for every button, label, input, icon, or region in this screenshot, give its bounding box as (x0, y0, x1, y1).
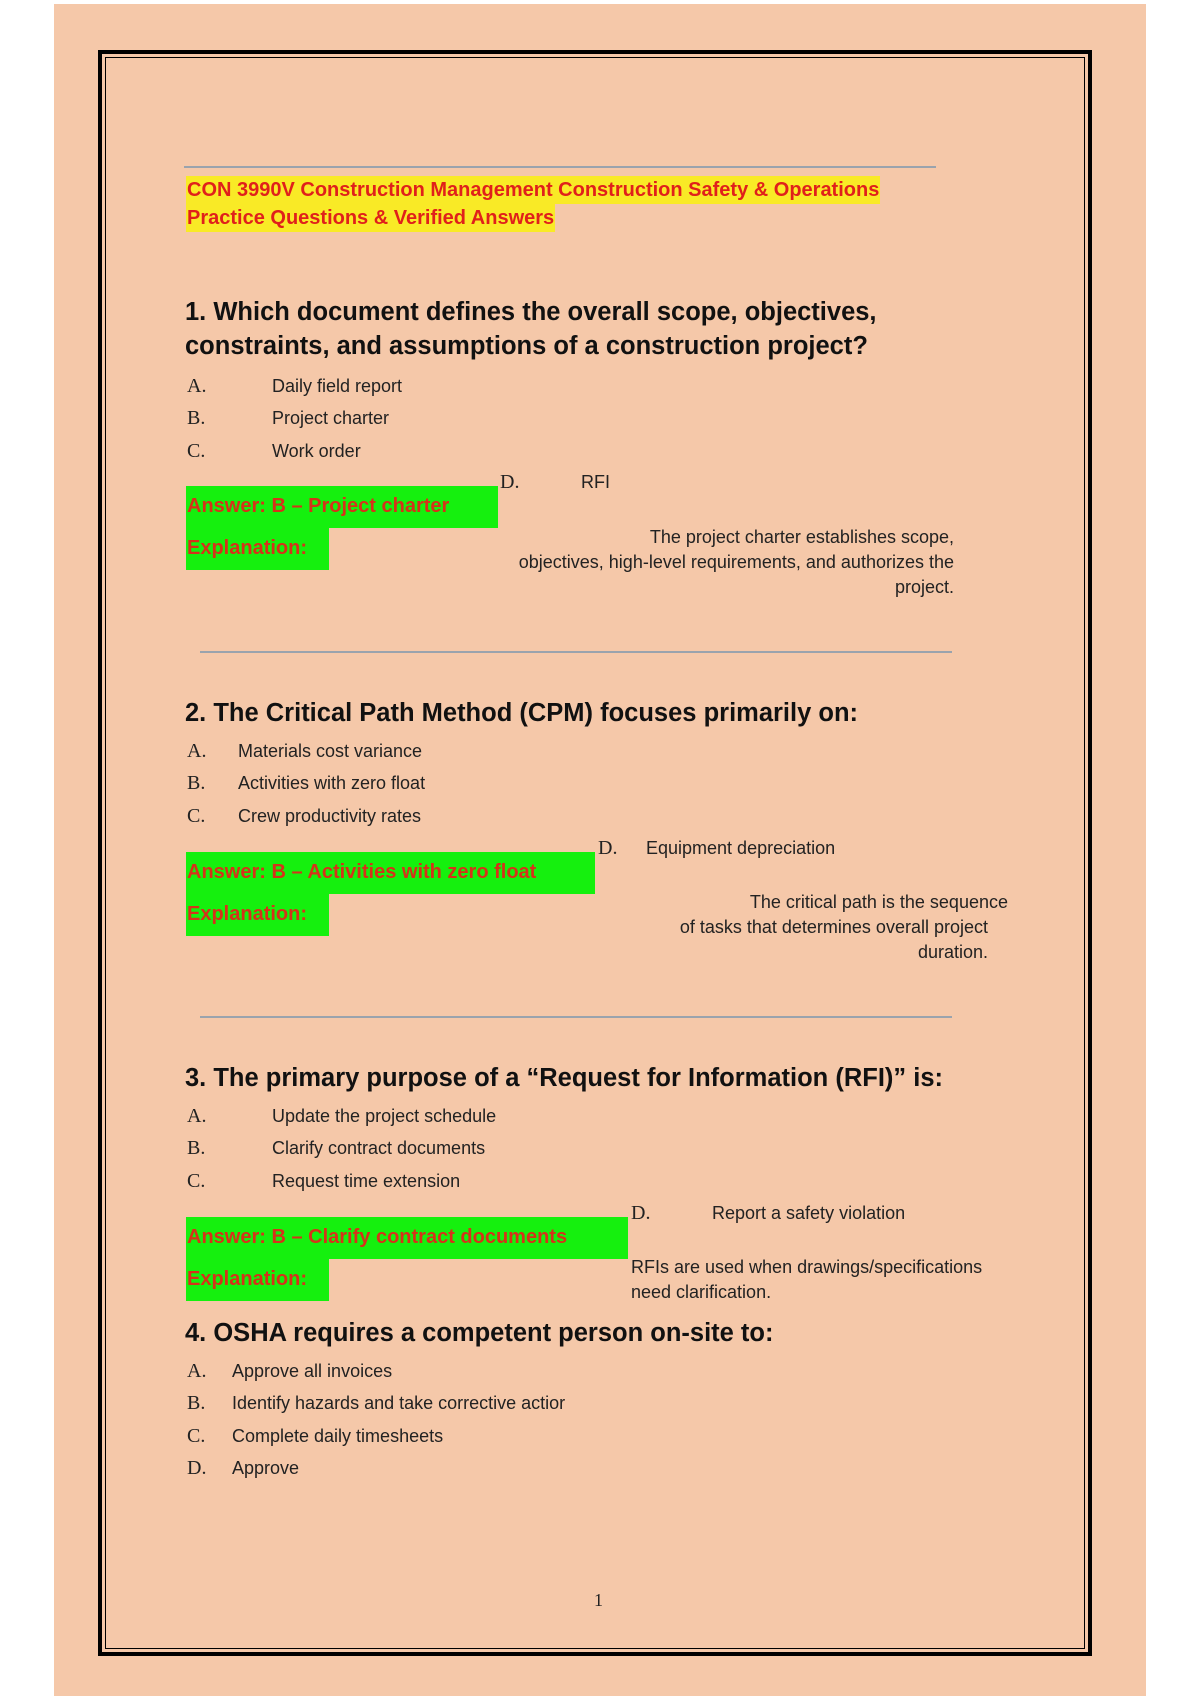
question-3-text: 3. The primary purpose of a “Request for Information (RFI)” is: (185, 1064, 943, 1092)
q2-option-d-letter: D. (598, 837, 618, 859)
document-page (54, 4, 1146, 1696)
q1-answer: Answer: B – Project charter (187, 495, 450, 517)
divider-rule (200, 1016, 952, 1018)
q1-explanation-line-1: The project charter establishes scope, (649, 527, 954, 547)
q3-option-a-text: Update the project schedule (272, 1106, 497, 1126)
q2-option-c-text: Crew productivity rates (238, 806, 422, 826)
q3-option-c-text: Request time extension (272, 1171, 461, 1191)
q4-option-b-text: Identify hazards and take corrective actior (232, 1393, 566, 1413)
divider-rule (200, 651, 952, 653)
q2-option-a-text: Materials cost variance (238, 741, 423, 761)
q4-option-a-letter: A. (187, 1360, 207, 1382)
q4-option-b-letter: B. (187, 1392, 206, 1414)
q1-option-a-text: Daily field report (272, 376, 403, 396)
q2-option-b-text: Activities with zero float (238, 773, 426, 793)
question-2-text: 2. The Critical Path Method (CPM) focuses primarily on: (185, 699, 859, 727)
q1-option-b-text: Project charter (272, 408, 390, 428)
q3-explanation-line-1: RFIs are used when drawings/specifications (631, 1257, 983, 1277)
q1-option-d-letter: D. (500, 471, 520, 493)
q2-option-a-letter: A. (187, 740, 207, 762)
q2-option-b-letter: B. (187, 772, 206, 794)
question-1-text-line-2: constraints, and assumptions of a construction project? (185, 332, 868, 360)
q3-option-d-text: Report a safety violation (712, 1203, 906, 1223)
q1-option-d-text: RFI (581, 472, 610, 492)
header-rule (184, 166, 936, 168)
q2-explanation-line-1: The critical path is the sequence (749, 892, 1008, 912)
q3-option-b-text: Clarify contract documents (272, 1138, 486, 1158)
q3-answer: Answer: B – Clarify contract documents (187, 1226, 568, 1248)
q1-option-b-letter: B. (187, 407, 206, 429)
q2-explanation-line-3: duration. (917, 942, 988, 962)
document-title-line-1: CON 3990V Construction Management Construction Safety & Operations (186, 176, 880, 204)
q1-option-a-letter: A. (187, 375, 207, 397)
q1-explanation-line-2: objectives, high-level requirements, and authorizes the (518, 552, 954, 572)
document-title-line-2: Practice Questions & Verified Answers (186, 204, 555, 232)
q4-option-a-text: Approve all invoices (232, 1361, 393, 1381)
page-number: 1 (594, 1590, 603, 1610)
q3-option-d-letter: D. (631, 1202, 651, 1224)
q3-explanation-line-2: need clarification. (631, 1282, 772, 1302)
q2-answer: Answer: B – Activities with zero float (187, 861, 537, 883)
q2-explanation-line-2: of tasks that determines overall project (679, 917, 988, 937)
question-1-text-line-1: 1. Which document defines the overall scope, objectives, (185, 298, 877, 326)
q4-option-d-letter: D. (187, 1457, 207, 1479)
q1-explanation-label: Explanation: (187, 537, 308, 559)
q4-option-d-text: Approve (232, 1458, 300, 1478)
q2-explanation-label: Explanation: (187, 903, 308, 925)
q3-option-a-letter: A. (187, 1105, 207, 1127)
q2-option-c-letter: C. (187, 805, 206, 827)
q2-option-d-text: Equipment depreciation (646, 838, 836, 858)
question-4-text: 4. OSHA requires a competent person on-site to: (185, 1319, 774, 1347)
q4-option-c-letter: C. (187, 1425, 206, 1447)
q1-option-c-text: Work order (272, 441, 361, 461)
q1-explanation-line-3: project. (894, 577, 954, 597)
q1-option-c-letter: C. (187, 440, 206, 462)
q3-option-c-letter: C. (187, 1170, 206, 1192)
q3-option-b-letter: B. (187, 1137, 206, 1159)
q4-option-c-text: Complete daily timesheets (232, 1426, 444, 1446)
q3-explanation-label: Explanation: (187, 1268, 308, 1290)
